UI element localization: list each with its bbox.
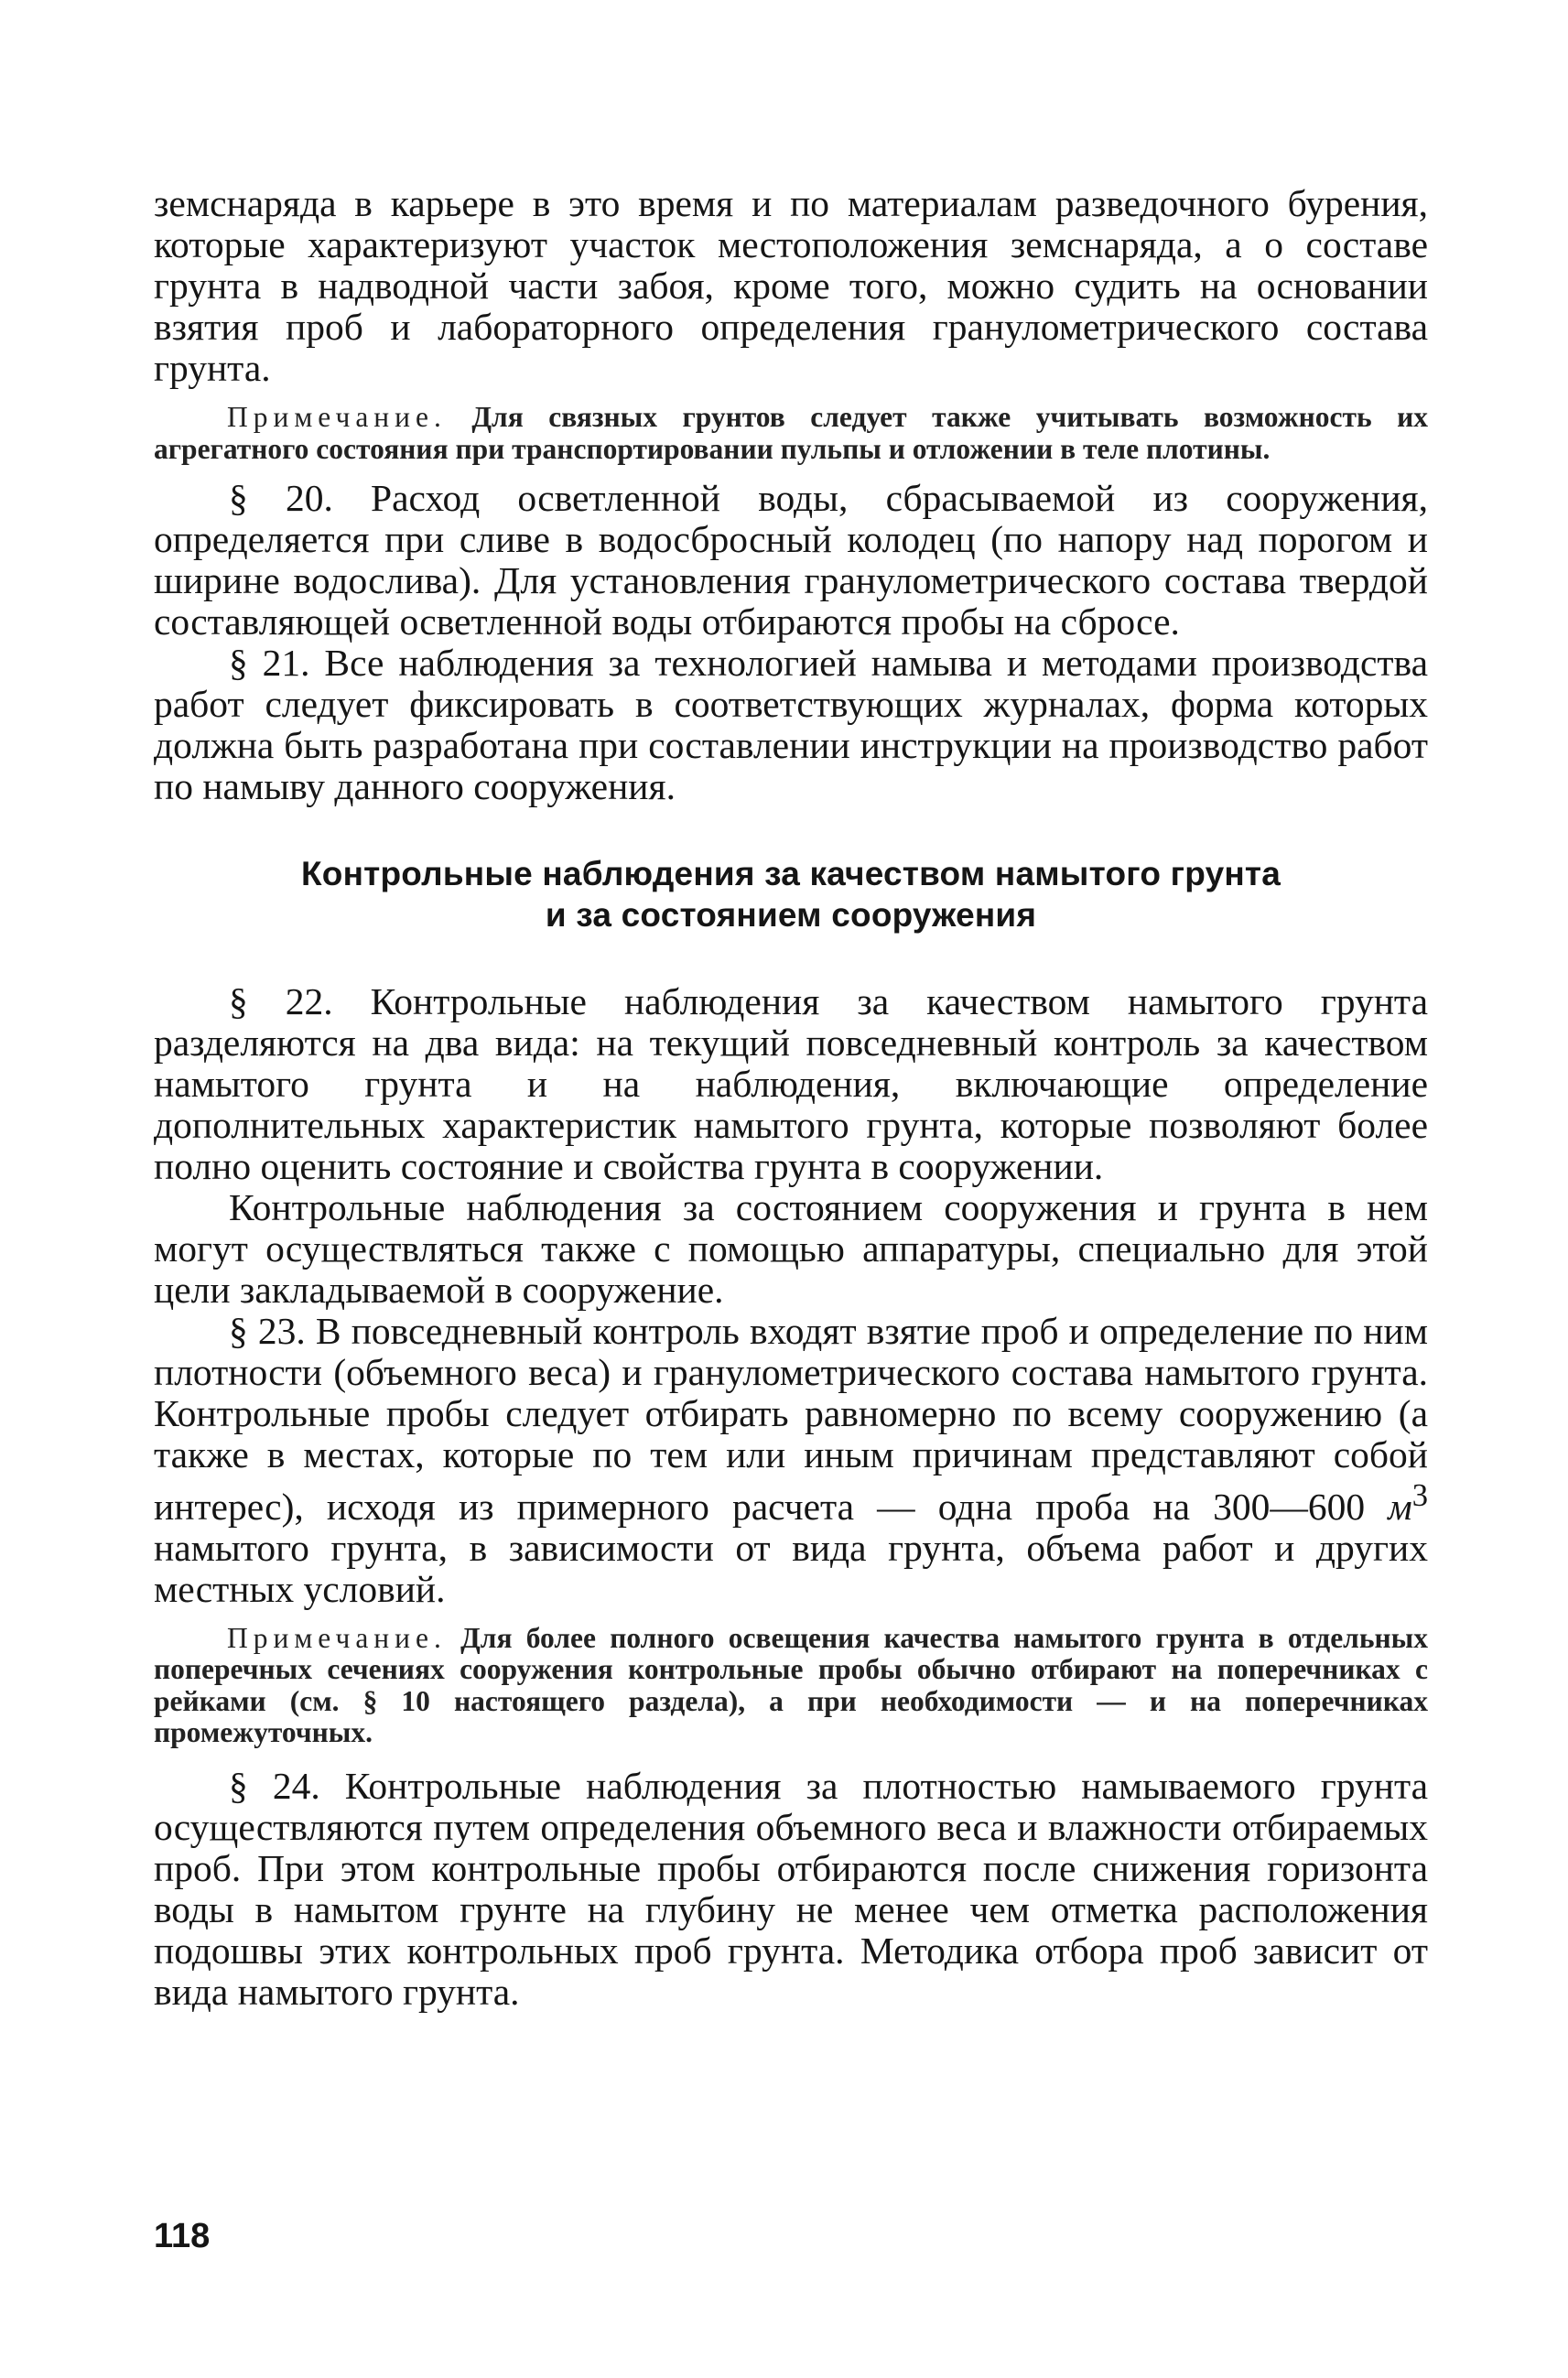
unit-cubic-meter: м [1388,1485,1412,1528]
note-1-text: Для связных грунтов следует также учитывать возможность их агрегатного состояния при транспортировании пульпы и отложении в теле плотины. [154,401,1428,465]
paragraph-22: § 22. Контрольные наблюдения за качеством намытого грунта разделяются на два вида: на текущий повседневный контроль за качеством намытого грунта и на наблюдения, включающие определение дополнительных характеристик намытого грунта, которые позволяют более полно оценить состояние и свойства грунта в сооружении. [154,980,1428,1187]
unit-superscript: 3 [1411,1478,1428,1513]
page-number: 118 [154,2217,211,2255]
paragraph-24: § 24. Контрольные наблюдения за плотностью намываемого грунта осуществляются путем определения объемного веса и влажности отбираемых проб. При этом контрольные пробы отбираются после снижения горизонта воды в намытом грунте на глубину не менее чем отметка расположения подошвы этих контрольных проб грунта. Методика отбора проб зависит от вида намытого грунта. [154,1764,1428,2013]
note-2-label: Примечание. [227,1621,447,1654]
note-1-label: Примечание. [227,401,447,433]
note-2 [154,1623,1428,1749]
section-heading-line-2: и за состоянием сооружения [545,896,1037,934]
note-2-text: Для более полного освещения качества намытого грунта в отдельных поперечных сечениях сооружения контрольные пробы обычно отбирают на поперечниках с рейками (см. § 10 настоящего раздела), а при необходимости — и на поперечниках промежуточных. [154,1621,1428,1749]
paragraph-21: § 21. Все наблюдения за технологией намыва и методами производства работ следует фиксировать в соответствующих журналах, форма которых должна быть разработана при составлении инструкции на производство работ по намыву данного сооружения. [154,642,1428,807]
paragraph-continuation: земснаряда в карьере в это время и по материалам разведочного бурения, которые характеризуют участок местоположения земснаряда, а о составе грунта в надводной части забоя, кроме того, можно судить на основании взятия проб и лабораторного определения гранулометрического состава грунта. [154,182,1428,389]
paragraph-22-continued: Контрольные наблюдения за состоянием сооружения и грунта в нем могут осуществляться также с помощью аппаратуры, специально для этой цели закладываемой в сооружение. [154,1186,1428,1311]
note-1 [154,402,1428,465]
section-heading [154,853,1428,935]
section-heading-line-1: Контрольные наблюдения за качеством намытого грунта [301,855,1281,892]
paragraph-23-part-1: § 23. В повседневный контроль входят взятие проб и определение по ним плотности (объемного веса) и гранулометрического состава намытого грунта. Контрольные пробы следует отбирать равномерно по всему сооружению (а также в местах, которые по тем или иным причинам представляют собой интерес), исходя из примерного расчета — одна проба на 300—600 [154,1310,1428,1528]
paragraph-23 [154,1311,1428,1610]
paragraph-20: § 20. Расход осветленной воды, сбрасываемой из сооружения, определяется при сливе в водосбросный колодец (по напору над порогом и ширине водослива). Для установления гранулометрического состава твердой составляющей осветленной воды отбираются пробы на сбросе. [154,477,1428,643]
paragraph-23-part-2: намытого грунта, в зависимости от вида грунта, объема работ и других местных условий. [154,1526,1428,1610]
page-body [154,183,1428,2013]
